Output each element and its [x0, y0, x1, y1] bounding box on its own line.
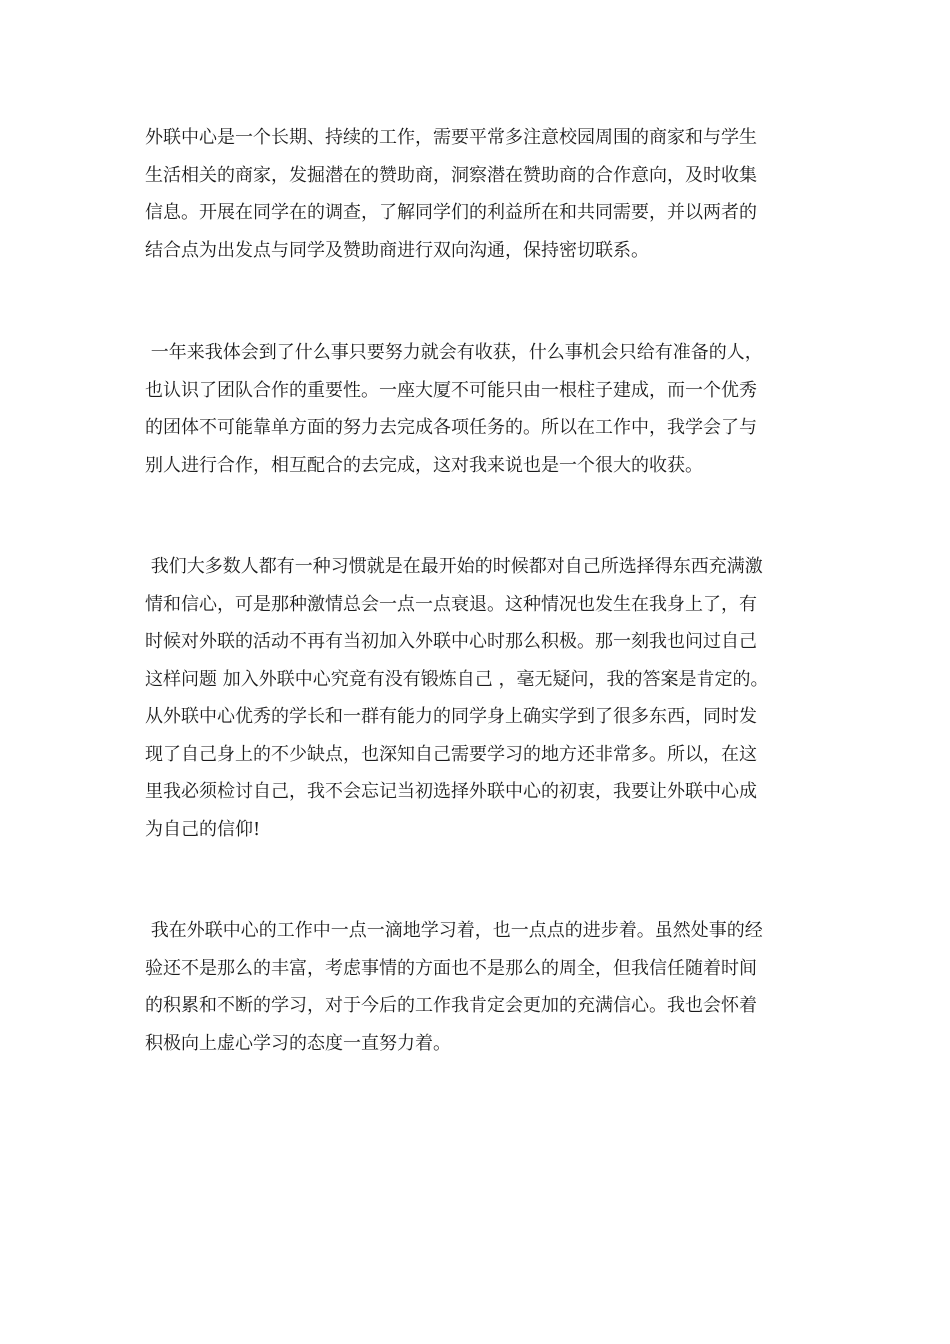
paragraph-line: 里我必须检讨自己，我不会忘记当初选择外联中心的初衷，我要让外联中心成: [145, 781, 757, 802]
paragraph-line: 积极向上虚心学习的态度一直努力着。: [145, 1032, 451, 1054]
paragraph-line: 现了自己身上的不少缺点，也深知自己需要学习的地方还非常多。所以，在这: [145, 743, 757, 765]
paragraph-line: 为自己的信仰!: [145, 818, 261, 840]
paragraph-line: 从外联中心优秀的学长和一群有能力的同学身上确实学到了很多东西，同时发: [145, 706, 757, 727]
paragraph-line: 一年来我体会到了什么事只要努力就会有收获，什么事机会只给有准备的人，: [145, 342, 763, 363]
paragraph-line: 这样问题 加入外联中心究竟有没有锻炼自己 ，毫无疑问，我的答案是肯定的。: [145, 668, 769, 690]
paragraph-line: 信息。开展在同学在的调查，了解同学们的利益所在和共同需要，并以两者的: [145, 202, 757, 223]
paragraph-line: 的团体不可能靠单方面的努力去完成各项任务的。所以在工作中，我学会了与: [145, 417, 757, 438]
paragraph-line: 的积累和不断的学习，对于今后的工作我肯定会更加的充满信心。我也会怀着: [145, 995, 757, 1016]
paragraph-line: 结合点为出发点与同学及赞助商进行双向沟通，保持密切联系。: [145, 239, 649, 261]
paragraph-line: 验还不是那么的丰富，考虑事情的方面也不是那么的周全，但我信任随着时间: [145, 957, 757, 979]
paragraph-3: [145, 548, 810, 848]
paragraph-4: [145, 912, 810, 1062]
paragraph-line: 我们大多数人都有一种习惯就是在最开始的时候都对自己所选择得东西充满激: [145, 556, 763, 577]
paragraph-line: 外联中心是一个长期、持续的工作，需要平常多注意校园周围的商家和与学生: [145, 127, 757, 148]
paragraph-1: [145, 119, 810, 269]
paragraph-line: 我在外联中心的工作中一点一滴地学习着，也一点点的进步着。虽然处事的经: [145, 920, 763, 941]
paragraph-line: 时候对外联的活动不再有当初加入外联中心时那么积极。那一刻我也问过自己: [145, 631, 757, 652]
paragraph-line: 情和信心，可是那种激情总会一点一点衰退。这种情况也发生在我身上了，有: [145, 593, 757, 615]
paragraph-line: 生活相关的商家，发掘潜在的赞助商，洞察潜在赞助商的合作意向，及时收集: [145, 164, 757, 186]
paragraph-2: [145, 334, 810, 484]
paragraph-line: 也认识了团队合作的重要性。一座大厦不可能只由一根柱子建成，而一个优秀: [145, 379, 757, 401]
paragraph-line: 别人进行合作，相互配合的去完成，这对我来说也是一个很大的收获。: [145, 454, 703, 476]
